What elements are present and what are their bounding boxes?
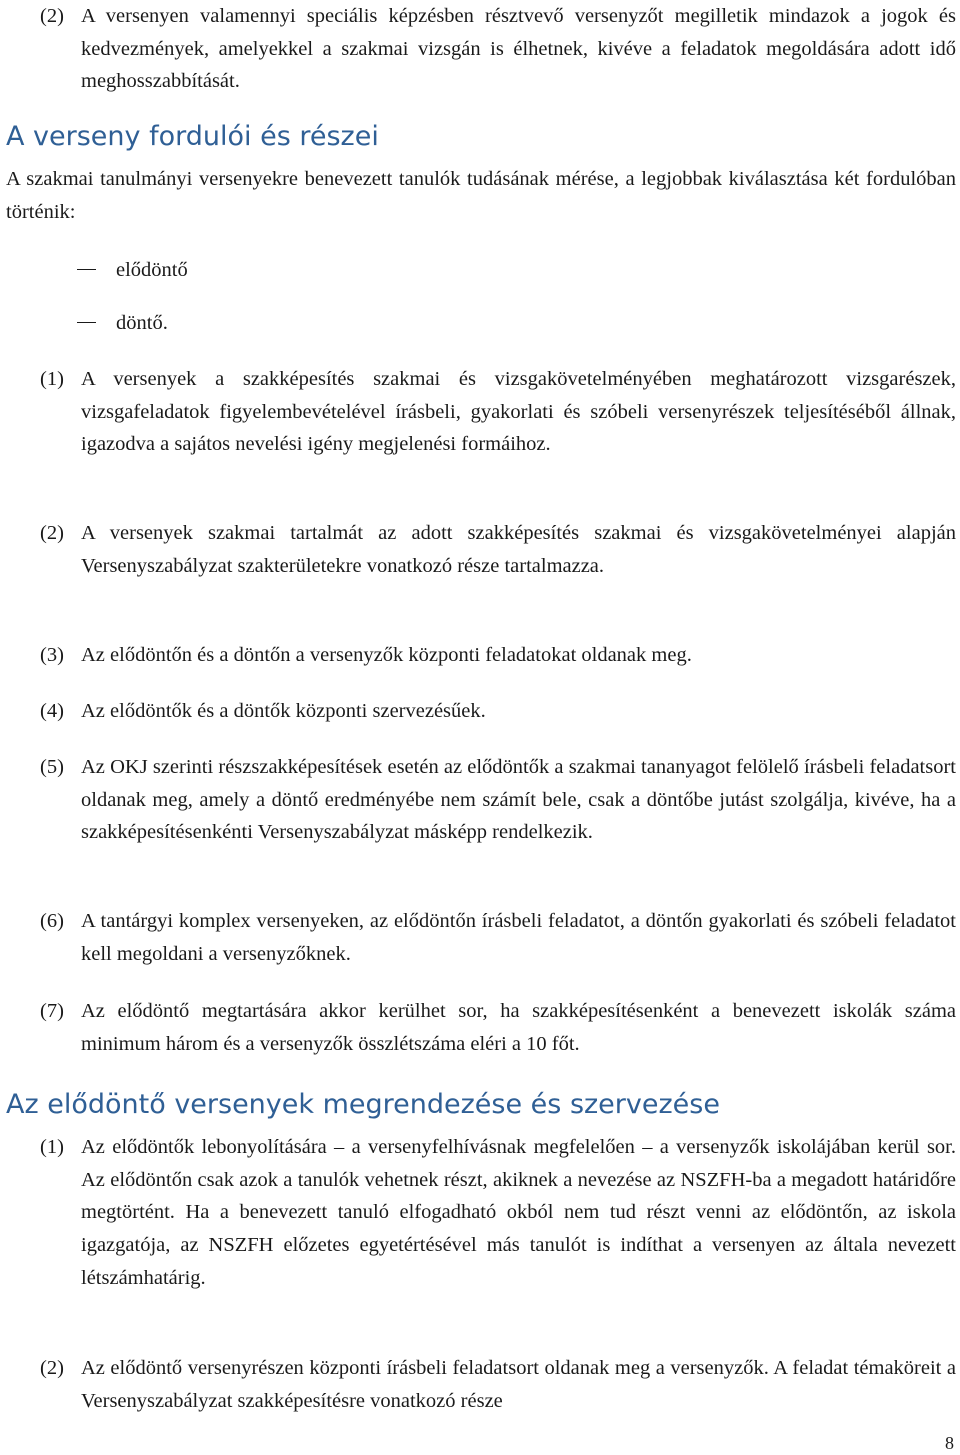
page-number: 8 — [945, 1433, 954, 1453]
paragraph-text: A versenyen valamennyi speciális képzésben résztvevő versenyzőt megilletik mindazok a jogok és kedvezmények, amelyekkel a szakmai vizsgán is élhetnek, kivéve a feladatok megoldására adott idő meghosszabbítását. — [81, 5, 956, 93]
paragraph-number: (2) — [40, 522, 64, 544]
numbered-paragraph — [40, 639, 956, 672]
paragraph-number: (2) — [40, 1357, 64, 1379]
numbered-paragraph — [40, 1352, 956, 1417]
paragraph-number: (4) — [40, 700, 64, 722]
paragraph-text: A versenyek szakmai tartalmát az adott szakképesítés szakmai és vizsgakövetelményei alapján Versenyszabályzat szakterületekre vonatkozó része tartalmazza. — [81, 522, 956, 577]
paragraph-number: (3) — [40, 644, 64, 666]
paragraph-number: (1) — [40, 1136, 64, 1158]
paragraph-text: A tantárgyi komplex versenyeken, az elődöntőn írásbeli feladatot, a döntőn gyakorlati és szóbeli feladatot kell megoldani a versenyzőknek. — [81, 910, 956, 965]
numbered-paragraph — [40, 1131, 956, 1295]
numbered-paragraph — [40, 751, 956, 849]
paragraph-text: Az elődöntő megtartására akkor kerülhet sor, ha szakképesítésenként a benevezett iskolák száma minimum három és a versenyzők összlétszáma eléri a 10 főt. — [81, 1000, 956, 1055]
list-item-label: döntő. — [116, 312, 168, 334]
section-heading-rounds: A verseny fordulói és részei — [6, 121, 379, 152]
list-item — [81, 256, 188, 284]
numbered-paragraph — [40, 363, 956, 461]
paragraph-text: Az elődöntőn és a döntőn a versenyzők központi feladatokat oldanak meg. — [81, 644, 692, 666]
paragraph-text: Az OKJ szerinti részszakképesítések esetén az elődöntők a szakmai tananyagot felölelő írásbeli feladatsort oldanak meg, amely a döntő eredményébe nem számít bele, csak a döntőbe jutást szolgálja, kivéve, ha a szakképesítésenkénti Versenyszabályzat másképp rendelkezik. — [81, 756, 956, 844]
paragraph-number: (2) — [40, 5, 64, 27]
paragraph-number: (7) — [40, 1000, 64, 1022]
paragraph-number: (6) — [40, 910, 64, 932]
paragraph-number: (5) — [40, 756, 64, 778]
numbered-paragraph — [40, 995, 956, 1060]
dash-bullet — [77, 322, 96, 323]
paragraph-text: Az elődöntő versenyrészen központi írásbeli feladatsort oldanak meg a versenyzők. A feladat témaköreit a Versenyszabályzat szakképesítésre vonatkozó része — [81, 1357, 956, 1412]
top-paragraph — [40, 0, 956, 98]
paragraph-text: Az elődöntők lebonyolítására – a versenyfelhívásnak megfelelően – a versenyzők iskolájában kerül sor. Az elődöntőn csak azok a tanulók vehetnek részt, akiknek a nevezése az NSZFH-ba a megadott határidőre megtörtént. Ha a benevezett tanuló elfogadható okból nem tud részt venni az elődöntőn, az iskola igazgatója, az NSZFH előzetes egyetértésével más tanulót is indíthat a versenyen az általa nevezett létszámhatárig. — [81, 1136, 956, 1289]
paragraph-text: Az elődöntők és a döntők központi szervezésűek. — [81, 700, 486, 722]
paragraph-text: A versenyek a szakképesítés szakmai és vizsgakövetelményében meghatározott vizsgarészek, vizsgafeladatok figyelembevételével írásbeli, gyakorlati és szóbeli versenyrészek teljesítéséből állnak, igazodva a sajátos nevelési igény megjelenési formáihoz. — [81, 368, 956, 456]
dash-bullet — [77, 269, 96, 270]
numbered-paragraph — [40, 695, 956, 728]
numbered-paragraph — [40, 517, 956, 582]
numbered-paragraph — [40, 905, 956, 970]
section-heading-semifinal: Az elődöntő versenyek megrendezése és szervezése — [6, 1089, 720, 1120]
list-item — [81, 309, 168, 337]
section-intro: A szakmai tanulmányi versenyekre benevezett tanulók tudásának mérése, a legjobbak kiválasztása két fordulóban történik: — [6, 168, 956, 223]
paragraph-number: (1) — [40, 368, 64, 390]
list-item-label: elődöntő — [116, 259, 188, 281]
